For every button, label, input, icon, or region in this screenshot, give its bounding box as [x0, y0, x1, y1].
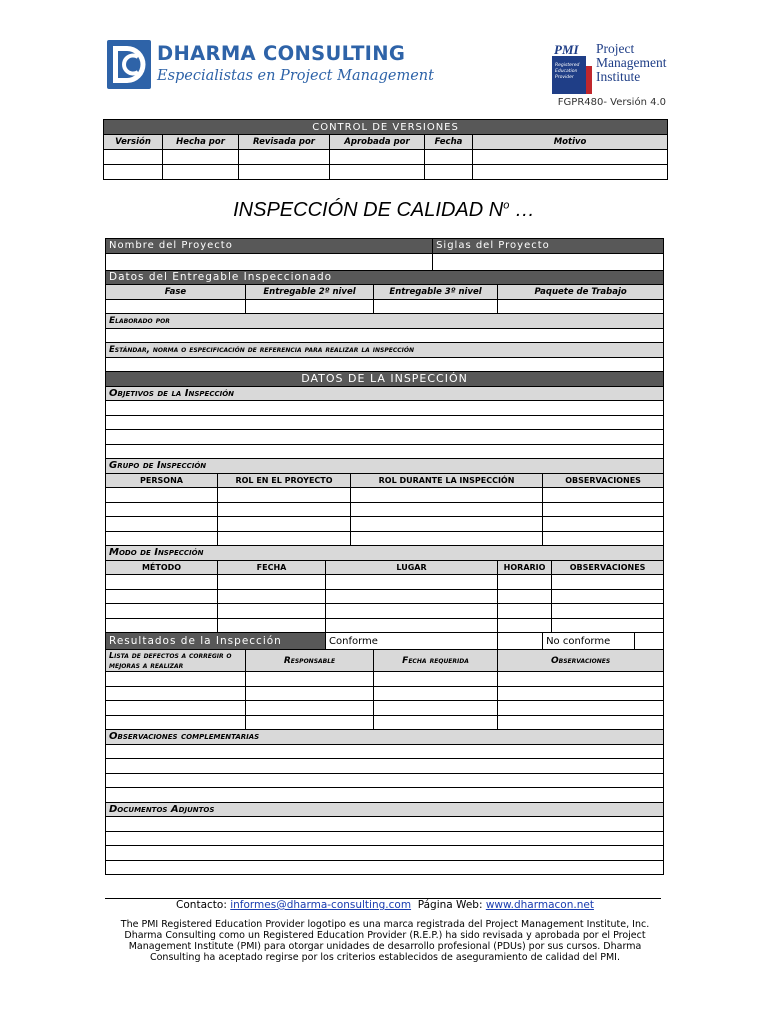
observations-label: Observaciones complementarias	[106, 730, 664, 745]
col-method: MÉTODO	[106, 560, 218, 575]
pmi-logo	[552, 42, 592, 94]
cell[interactable]	[106, 502, 218, 517]
col-approved-by: Aprobada por	[330, 135, 425, 150]
col-project-role: ROL EN EL PROYECTO	[218, 473, 351, 488]
attachments-line[interactable]	[106, 817, 664, 832]
col-results-observations: Observaciones	[498, 650, 664, 672]
col-made-by: Hecha por	[163, 135, 239, 150]
cell[interactable]	[218, 531, 351, 546]
contact-label: Contacto:	[176, 899, 227, 911]
mode-label: Modo de Inspección	[106, 546, 664, 561]
nonconform-option-label: No conforme	[543, 633, 635, 650]
cell[interactable]	[473, 165, 668, 180]
cell[interactable]	[106, 672, 246, 687]
cell[interactable]	[552, 589, 664, 604]
document-title-sup: o	[503, 199, 510, 212]
cell[interactable]	[218, 604, 326, 619]
cell[interactable]	[218, 618, 326, 633]
deliverable-section-title: Datos del Entregable Inspeccionado	[106, 270, 664, 285]
cell[interactable]	[543, 488, 664, 503]
cell[interactable]	[246, 715, 374, 730]
cell[interactable]	[326, 604, 498, 619]
cell[interactable]	[425, 165, 473, 180]
inspection-form	[105, 238, 664, 875]
cell[interactable]	[218, 575, 326, 590]
cell[interactable]	[498, 686, 664, 701]
page-header	[0, 0, 768, 112]
project-name-label: Nombre del Proyecto	[106, 239, 433, 254]
observations-line[interactable]	[106, 759, 664, 774]
group-label: Grupo de Inspección	[106, 459, 664, 474]
cell[interactable]	[104, 150, 163, 165]
col-required-date: Fecha requerida	[374, 650, 498, 672]
table-row[interactable]	[106, 701, 664, 716]
cell[interactable]	[246, 701, 374, 716]
col-group-observations: OBSERVACIONES	[543, 473, 664, 488]
legal-notice-1: The PMI Registered Education Provider logotipo es una marca registrada del Project Management Institute, Inc.	[120, 919, 650, 930]
col-schedule: HORARIO	[498, 560, 552, 575]
phase-field[interactable]	[106, 299, 246, 314]
inspection-section-title: DATOS DE LA INSPECCIÓN	[106, 372, 664, 387]
dharma-consulting-logo	[107, 40, 151, 89]
attachments-label: Documentos Adjuntos	[106, 802, 664, 817]
cell[interactable]	[498, 715, 664, 730]
cell[interactable]	[218, 502, 351, 517]
cell[interactable]	[218, 517, 351, 532]
objectives-line[interactable]	[106, 415, 664, 430]
deliverable-level-3-field[interactable]	[374, 299, 498, 314]
cell[interactable]	[552, 618, 664, 633]
document-title-text: INSPECCIÓN DE CALIDAD N	[233, 199, 504, 221]
objectives-line[interactable]	[106, 444, 664, 459]
cell[interactable]	[106, 604, 218, 619]
email-link[interactable]: informes@dharma-consulting.com	[230, 899, 412, 911]
table-row[interactable]	[106, 604, 664, 619]
cell[interactable]	[351, 531, 543, 546]
cell[interactable]	[104, 165, 163, 180]
table-row[interactable]	[106, 488, 664, 503]
cell[interactable]	[374, 715, 498, 730]
cell[interactable]	[543, 531, 664, 546]
cell[interactable]	[552, 575, 664, 590]
table-row[interactable]	[104, 150, 668, 165]
deliverable-level-2-field[interactable]	[246, 299, 374, 314]
project-name-field[interactable]	[106, 253, 433, 270]
pmi-line-2: Management	[596, 55, 667, 70]
results-section-title: Resultados de la Inspección	[106, 633, 326, 650]
contact-line	[105, 900, 665, 911]
table-row[interactable]	[106, 502, 664, 517]
project-acronym-field[interactable]	[433, 253, 664, 270]
cell[interactable]	[106, 618, 218, 633]
cell[interactable]	[163, 165, 239, 180]
table-row[interactable]	[106, 715, 664, 730]
company-name: DHARMA CONSULTING	[157, 42, 406, 65]
prepared-by-label: Elaborado por	[106, 314, 664, 329]
cell[interactable]	[106, 686, 246, 701]
cell[interactable]	[218, 589, 326, 604]
project-acronym-label: Siglas del Proyecto	[433, 239, 664, 254]
standard-field[interactable]	[106, 357, 664, 372]
cell[interactable]	[246, 686, 374, 701]
cell[interactable]	[106, 531, 218, 546]
table-row[interactable]	[106, 531, 664, 546]
observations-line[interactable]	[106, 744, 664, 759]
conform-option-label: Conforme	[326, 633, 498, 650]
svg-text:PMI: PMI	[554, 42, 579, 57]
cell[interactable]	[498, 589, 552, 604]
col-reason: Motivo	[473, 135, 668, 150]
table-row[interactable]	[106, 686, 664, 701]
cell[interactable]	[218, 488, 351, 503]
cell[interactable]	[374, 686, 498, 701]
col-deliverable-level-2: Entregable 2º nivel	[246, 285, 374, 300]
col-deliverable-level-3: Entregable 3º nivel	[374, 285, 498, 300]
page-footer	[105, 900, 665, 963]
cell[interactable]	[326, 575, 498, 590]
conform-checkbox[interactable]	[498, 633, 543, 650]
prepared-by-field[interactable]	[106, 328, 664, 343]
cell[interactable]	[351, 502, 543, 517]
work-package-field[interactable]	[498, 299, 664, 314]
col-responsible: Responsable	[246, 650, 374, 672]
attachments-line[interactable]	[106, 831, 664, 846]
col-mode-date: FECHA	[218, 560, 326, 575]
objectives-label: Objetivos de la Inspección	[106, 386, 664, 401]
attachments-line[interactable]	[106, 846, 664, 861]
document-title-suffix: …	[509, 199, 535, 221]
cell[interactable]	[239, 150, 330, 165]
svg-text:Education: Education	[555, 69, 578, 74]
col-place: LUGAR	[326, 560, 498, 575]
cell[interactable]	[498, 604, 552, 619]
cell[interactable]	[326, 618, 498, 633]
observations-line[interactable]	[106, 773, 664, 788]
cell[interactable]	[498, 618, 552, 633]
document-title	[0, 199, 768, 222]
version-header-row	[104, 135, 668, 150]
cell[interactable]	[246, 672, 374, 687]
cell[interactable]	[106, 701, 246, 716]
observations-line[interactable]	[106, 788, 664, 803]
version-control-title: CONTROL DE VERSIONES	[104, 120, 668, 135]
table-row[interactable]	[104, 165, 668, 180]
col-reviewed-by: Revisada por	[239, 135, 330, 150]
svg-text:Registered: Registered	[555, 63, 580, 68]
cell[interactable]	[106, 488, 218, 503]
cell[interactable]	[374, 701, 498, 716]
defects-label: Lista de defectos a corregir o mejoras a realizar	[106, 650, 246, 672]
cell[interactable]	[425, 150, 473, 165]
table-row[interactable]	[106, 672, 664, 687]
cell[interactable]	[351, 517, 543, 532]
attachments-line[interactable]	[106, 860, 664, 875]
objectives-line[interactable]	[106, 430, 664, 445]
cell[interactable]	[163, 150, 239, 165]
cell[interactable]	[106, 575, 218, 590]
col-date: Fecha	[425, 135, 473, 150]
cell[interactable]	[374, 672, 498, 687]
cell[interactable]	[498, 701, 664, 716]
objectives-line[interactable]	[106, 401, 664, 416]
cell[interactable]	[552, 604, 664, 619]
form-code: FGPR480- Versión 4.0	[557, 97, 666, 108]
col-person: PERSONA	[106, 473, 218, 488]
web-label: Página Web:	[417, 899, 483, 911]
pmi-line-3: Institute	[596, 69, 641, 84]
cell[interactable]	[498, 672, 664, 687]
table-row[interactable]	[106, 589, 664, 604]
table-row[interactable]	[106, 517, 664, 532]
cell[interactable]	[473, 150, 668, 165]
company-tagline: Especialistas en Project Management	[157, 68, 434, 84]
cell[interactable]	[326, 589, 498, 604]
cell[interactable]	[106, 589, 218, 604]
col-work-package: Paquete de Trabajo	[498, 285, 664, 300]
cell[interactable]	[330, 165, 425, 180]
cell[interactable]	[239, 165, 330, 180]
standard-label: Estándar, norma o especificación de referencia para realizar la inspección	[106, 343, 664, 358]
cell[interactable]	[498, 575, 552, 590]
nonconform-checkbox[interactable]	[635, 633, 664, 650]
col-mode-observations: OBSERVACIONES	[552, 560, 664, 575]
cell[interactable]	[106, 517, 218, 532]
legal-notice-2: Dharma Consulting como un Registered Education Provider (R.E.P.) ha sido revisada y aprobada por el Project Management Institute (PMI) para otorgar unidades de desarrollo profesional (PDUs) por sus cursos. Dharma Consulting ha aceptado regirse por los criterios establecidos de aseguramiento de calidad del PMI.	[124, 930, 646, 963]
col-inspection-role: ROL DURANTE LA INSPECCIÓN	[351, 473, 543, 488]
cell[interactable]	[330, 150, 425, 165]
col-version: Versión	[104, 135, 163, 150]
cell[interactable]	[351, 488, 543, 503]
pmi-line-1: Project	[596, 41, 635, 56]
table-row[interactable]	[106, 618, 664, 633]
cell[interactable]	[106, 715, 246, 730]
website-link[interactable]: www.dharmacon.net	[485, 899, 594, 911]
version-control-table	[103, 119, 668, 180]
cell[interactable]	[543, 502, 664, 517]
cell[interactable]	[543, 517, 664, 532]
col-phase: Fase	[106, 285, 246, 300]
svg-text:Provider: Provider	[555, 75, 574, 80]
pmi-name	[596, 42, 666, 84]
table-row[interactable]	[106, 575, 664, 590]
